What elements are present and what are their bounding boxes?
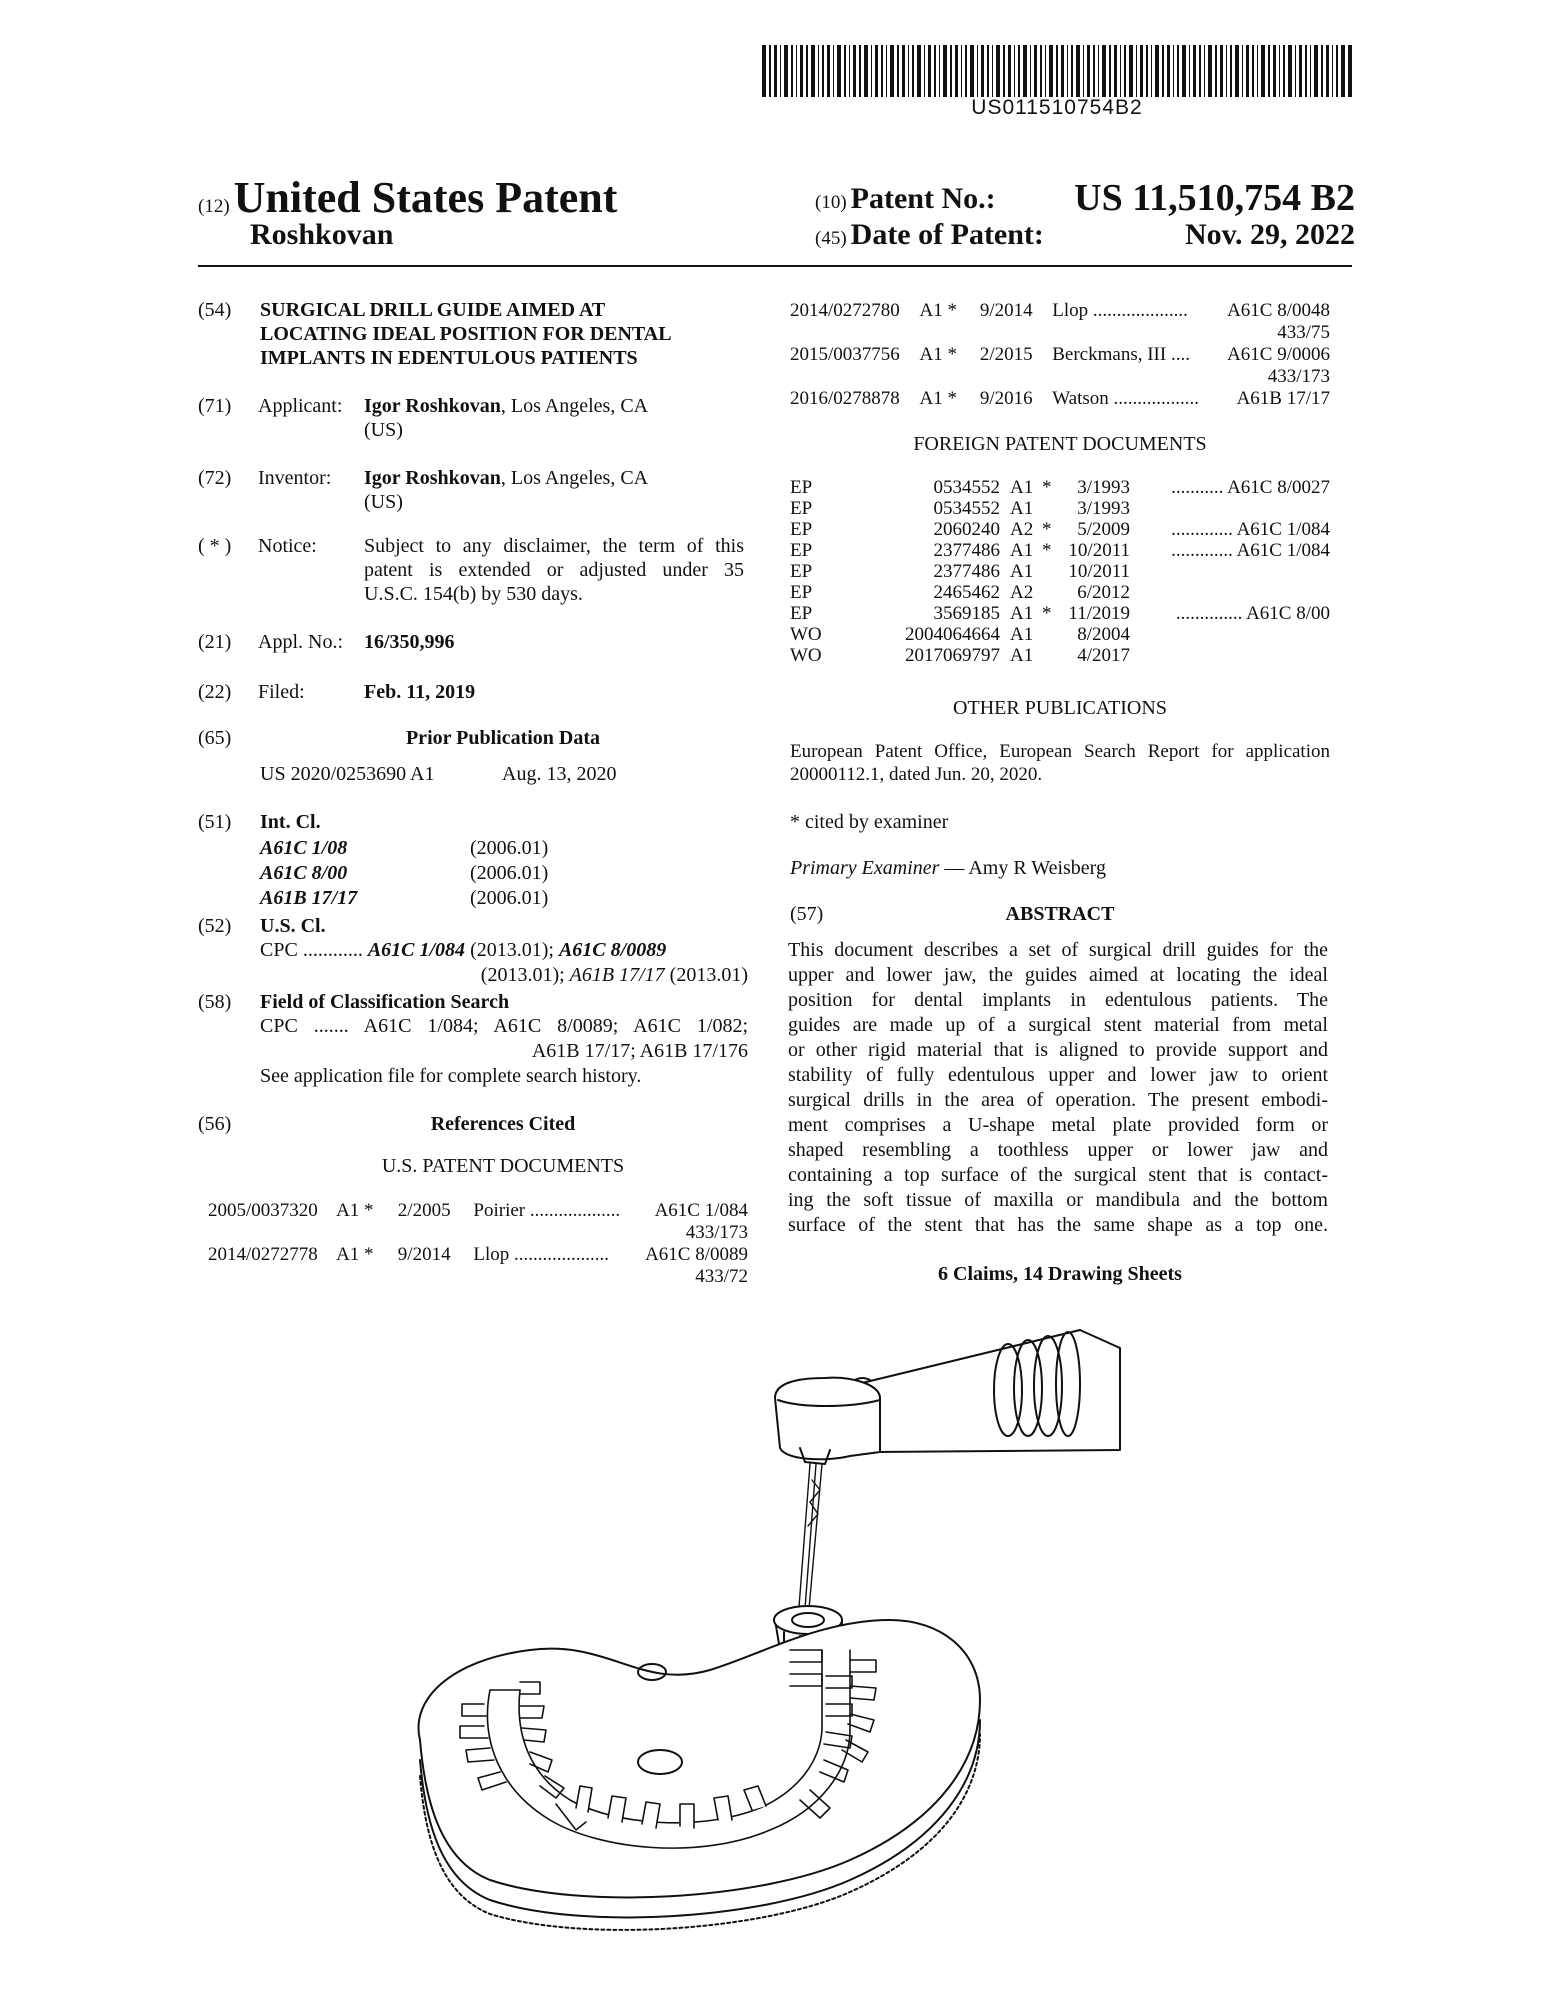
ref-subclass: 433/173 [685,1222,748,1243]
table-row [790,645,1330,666]
filed-value: Feb. 11, 2019 [364,681,476,703]
table-row [790,582,1330,603]
abstract-line: upper and lower jaw, the guides aimed at locating the ideal [788,964,1328,986]
cited-by-examiner: * cited by examiner [790,811,949,833]
table-row [208,1222,748,1244]
int-cl-heading: Int. Cl. [260,811,321,833]
barcode-image [762,45,1352,97]
ref-kind: A1 [1010,645,1034,666]
ref-star [1042,645,1060,666]
ref-date: 10/2011 [1068,540,1130,561]
inventor-name: Igor Roshkovan [364,467,501,489]
doc-type: United States Patent [233,173,618,222]
ref-date: 11/2019 [1068,603,1130,624]
ref-number: 2014/0272780 [790,300,900,321]
appl-no-label: Appl. No.: [258,631,343,653]
patent-no-label: Patent No.: [850,182,996,215]
stent-plate-drawing [418,1620,980,1930]
abstract-line: containing a top surface of the surgical stent that is contact- [788,1164,1328,1186]
ref-number: 2005/0037320 [208,1200,318,1221]
code-21: (21) [198,631,232,653]
claims-sheets: 6 Claims, 14 Drawing Sheets [938,1263,1182,1285]
abstract-line: ing the soft tissue of maxilla or mandibula and the bottom [788,1189,1328,1211]
int-cl-class: A61C 1/08 [260,837,348,859]
applicant-value [364,394,744,442]
inventor-surname: Roshkovan [250,218,394,251]
abstract-line: surface of the stent that has the same shape as a top one. [788,1214,1328,1236]
ref-dots: ................... [529,1200,621,1221]
abstract-line: or other rigid material that is aligned to provide support and [788,1039,1328,1061]
patent-title [260,298,750,370]
ref-kind: A1 [1010,603,1034,624]
ref-number: 2004064664 [905,624,1000,645]
abstract-line: guides are made up of a surgical stent material from metal [788,1014,1328,1036]
ref-date: 3/1993 [1077,477,1130,498]
ref-country: WO [790,645,822,666]
table-row [790,519,1330,540]
us-cl-line2 [260,963,748,987]
table-row [790,388,1330,410]
ref-number: 2017069797 [905,645,1000,666]
ref-dots: ............. [1171,519,1233,540]
table-row [790,624,1330,645]
ref-date: 3/1993 [1077,498,1130,519]
doc-type-line [198,172,617,223]
ref-number: 2465462 [933,582,1000,603]
us-refs-left [208,1200,748,1288]
table-row [790,344,1330,366]
ref-class-cell [1130,477,1330,498]
barcode-number: US011510754B2 [971,96,1143,119]
ref-author: Llop [473,1244,510,1265]
ref-dots: .............. [1175,603,1243,624]
applicant-location: , Los Angeles, CA [500,395,649,417]
abstract-line: shaped resembling a toothless upper or lower jaw and [788,1139,1328,1161]
cpc-class: A61B 17/17 [569,964,665,986]
examiner-name: — Amy R Weisberg [939,857,1106,879]
us-refs-table-cont [790,300,1330,410]
ref-class-cell [1130,498,1330,519]
ref-class: A61C 8/0027 [1227,477,1330,498]
ref-country: EP [790,603,813,624]
code-58: (58) [198,991,232,1013]
filed-label: Filed: [258,681,305,703]
ref-kind: A1 [1010,561,1034,582]
int-cl-version: (2006.01) [470,862,549,884]
table-row [790,477,1330,498]
ref-number: 2015/0037756 [790,344,900,365]
ref-star [1042,582,1060,603]
code-72: (72) [198,467,232,489]
ref-author: Berckmans, III [1052,344,1167,365]
ref-kind: A1 * [919,388,958,409]
appl-no-value: 16/350,996 [364,631,455,653]
cpc-version: (2013.01); [480,964,565,986]
date-line [815,218,1355,252]
ref-date: 2/2005 [397,1200,451,1221]
ref-kind: A1 * [336,1244,374,1265]
notice-text [364,534,744,606]
ref-class: A61C 1/084 [1236,540,1330,561]
title-line: IMPLANTS IN EDENTULOUS PATIENTS [260,347,638,369]
code-52: (52) [198,915,232,937]
patent-date: Nov. 29, 2022 [1184,218,1355,251]
patent-number-line [815,177,1355,219]
ref-country: EP [790,561,813,582]
drill-bit-drawing [798,1464,822,1622]
cpc-class: A61C 1/084 [367,939,466,961]
field-search-note: See application file for complete search history. [260,1065,642,1087]
ref-date: 9/2014 [979,300,1033,321]
code-45: (45) [815,228,847,249]
us-refs-right [790,300,1330,410]
table-row [790,561,1330,582]
ref-class: A61C 1/084 [1236,519,1330,540]
prior-pub-date: Aug. 13, 2020 [502,763,617,785]
ref-subclass: 433/75 [1277,322,1330,343]
other-pubs-heading: OTHER PUBLICATIONS [953,697,1167,719]
us-patent-docs-heading: U.S. PATENT DOCUMENTS [381,1155,625,1177]
abstract-line: position for dental implants in edentulous patients. The [788,989,1328,1011]
ref-star [1042,561,1060,582]
ref-kind: A1 [1010,477,1034,498]
prior-pub-number: US 2020/0253690 A1 [260,763,435,785]
ref-author: Watson [1052,388,1109,409]
ref-class-cell [1130,603,1330,624]
ref-number: 2377486 [933,540,1000,561]
ref-date: 5/2009 [1077,519,1130,540]
abstract-heading: ABSTRACT [1005,903,1115,925]
ref-country: EP [790,540,813,561]
prior-pub-heading: Prior Publication Data [405,727,601,749]
ref-subclass: 433/173 [1267,366,1330,387]
header-rule [198,265,1352,267]
ref-kind: A1 [1010,540,1034,561]
ref-star [1042,498,1060,519]
applicant-label: Applicant: [258,395,343,417]
ref-subclass: 433/72 [695,1266,748,1287]
code-56: (56) [198,1113,232,1135]
ref-author: Poirier [473,1200,526,1221]
us-cl-heading: U.S. Cl. [260,915,326,937]
date-label: Date of Patent: [850,218,1044,251]
ref-dots: .................. [1113,388,1200,409]
ref-star: * [1042,519,1052,540]
code-22: (22) [198,681,232,703]
applicant-name: Igor Roshkovan [364,395,501,417]
ref-country: WO [790,624,822,645]
foreign-refs [790,477,1330,666]
ref-class-cell [1130,624,1330,645]
cpc-version: (2013.01) [669,964,748,986]
code-71: (71) [198,395,232,417]
code-57: (57) [790,903,824,925]
ref-class-cell [1130,561,1330,582]
ref-date: 9/2014 [397,1244,451,1265]
ref-name [1040,388,1216,410]
int-cl-class: A61C 8/00 [260,862,348,884]
ref-date: 10/2011 [1068,561,1130,582]
field-search-line: A61B 17/17; A61B 17/176 [531,1040,748,1062]
abstract-text [788,938,1328,1238]
code-51: (51) [198,811,232,833]
ref-country: EP [790,582,813,603]
ref-kind: A1 * [336,1200,374,1221]
other-pub-line: European Patent Office, European Search Report for application [790,741,1330,762]
ref-dots: .... [1170,344,1190,365]
abstract-line: stability of fully edentulous upper and lower jaw to orient [788,1064,1328,1086]
ref-class-cell [1130,540,1330,561]
notice-line: Subject to any disclaimer, the term of this [364,535,744,557]
ref-name [457,1244,635,1266]
abstract-line: surgical drills in the area of operation. The present embodi- [788,1089,1328,1111]
ref-number: 2016/0278878 [790,388,900,409]
ref-dots: .................... [514,1244,610,1265]
references-heading: References Cited [430,1113,576,1135]
ref-number: 3569185 [933,603,1000,624]
ref-kind: A1 [1010,624,1034,645]
table-row [790,366,1330,388]
int-cl-class: A61B 17/17 [260,887,358,909]
ref-class-cell [1130,645,1330,666]
abstract-line: This document describes a set of surgical drill guides for the [788,939,1328,961]
table-row [790,322,1330,344]
inventor-value [364,466,744,514]
patent-drawing [380,1320,1140,1940]
table-row [208,1244,748,1266]
ref-number: 0534552 [933,498,1000,519]
other-pubs-text [790,740,1330,786]
handpiece-drawing [775,1330,1120,1464]
ref-number: 2377486 [933,561,1000,582]
code-notice: ( * ) [198,535,232,557]
ref-date: 8/2004 [1077,624,1130,645]
ref-class: A61C 9/0006 [1227,344,1330,365]
ref-star: * [1042,603,1052,624]
ref-author: Llop [1052,300,1089,321]
int-cl-version: (2006.01) [470,887,549,909]
ref-date: 6/2012 [1077,582,1130,603]
table-row [790,498,1330,519]
table-row [790,300,1330,322]
ref-number: 0534552 [933,477,1000,498]
ref-star: * [1042,477,1052,498]
code-10: (10) [815,192,847,213]
notice-line: U.S.C. 154(b) by 530 days. [364,583,583,605]
ref-class: A61C 8/00 [1246,603,1330,624]
ref-class-cell [1130,519,1330,540]
patent-number: US 11,510,754 B2 [1074,177,1355,219]
abstract-line: ment comprises a U-shape metal plate provided form or [788,1114,1328,1136]
ref-number: 2014/0272778 [208,1244,318,1265]
ref-class: A61B 17/17 [1236,388,1330,409]
ref-class: A61C 8/0089 [645,1244,748,1265]
ref-class: A61C 1/084 [654,1200,748,1221]
cpc-version: (2013.01); [470,939,554,961]
ref-kind: A2 [1010,582,1034,603]
notice-label: Notice: [258,535,317,557]
code-65: (65) [198,727,232,749]
ref-name [457,1200,635,1222]
ref-class-cell [1130,582,1330,603]
table-row [208,1200,748,1222]
us-refs-table [208,1200,748,1288]
ref-star [1042,624,1060,645]
cpc-class: A61C 8/0089 [558,939,667,961]
inventor-location: , Los Angeles, CA [500,467,649,489]
code-12: (12) [198,196,230,217]
ref-country: EP [790,519,813,540]
notice-line: patent is extended or adjusted under 35 [364,559,744,581]
table-row [790,603,1330,624]
inventor-label: Inventor: [258,467,332,489]
us-cl-line1 [260,938,748,962]
table-row [208,1266,748,1288]
field-search-heading: Field of Classification Search [260,991,510,1013]
ref-date: 2/2015 [979,344,1033,365]
ref-class: A61C 8/0048 [1227,300,1330,321]
ref-country: EP [790,498,813,519]
ref-kind: A1 * [919,344,958,365]
ref-number: 2060240 [933,519,1000,540]
ref-date: 9/2016 [979,388,1033,409]
ref-kind: A1 * [919,300,958,321]
ref-name [1040,300,1216,322]
ref-kind: A2 [1010,519,1034,540]
primary-examiner [790,856,1106,880]
foreign-docs-heading: FOREIGN PATENT DOCUMENTS [913,433,1207,455]
cpc-label: CPC [260,939,298,961]
code-54: (54) [198,299,232,321]
ref-dots: ........... [1171,477,1224,498]
title-line: SURGICAL DRILL GUIDE AIMED AT [260,299,606,321]
title-line: LOCATING IDEAL POSITION FOR DENTAL [260,323,672,345]
ref-kind: A1 [1010,498,1034,519]
inventor-country: (US) [364,491,403,513]
examiner-label: Primary Examiner [790,857,940,879]
ref-date: 4/2017 [1077,645,1130,666]
ref-dots: ............. [1171,540,1233,561]
cpc-dots: ............ [302,939,363,961]
ref-star: * [1042,540,1052,561]
ref-name [1040,344,1216,366]
ref-dots: .................... [1092,300,1188,321]
table-row [790,540,1330,561]
int-cl-version: (2006.01) [470,837,549,859]
ref-country: EP [790,477,813,498]
other-pub-line: 20000112.1, dated Jun. 20, 2020. [790,764,1043,785]
foreign-refs-table [790,477,1330,666]
applicant-country: (US) [364,419,403,441]
field-search-line: CPC ....... A61C 1/084; A61C 8/0089; A61C 1/082; [260,1015,748,1037]
